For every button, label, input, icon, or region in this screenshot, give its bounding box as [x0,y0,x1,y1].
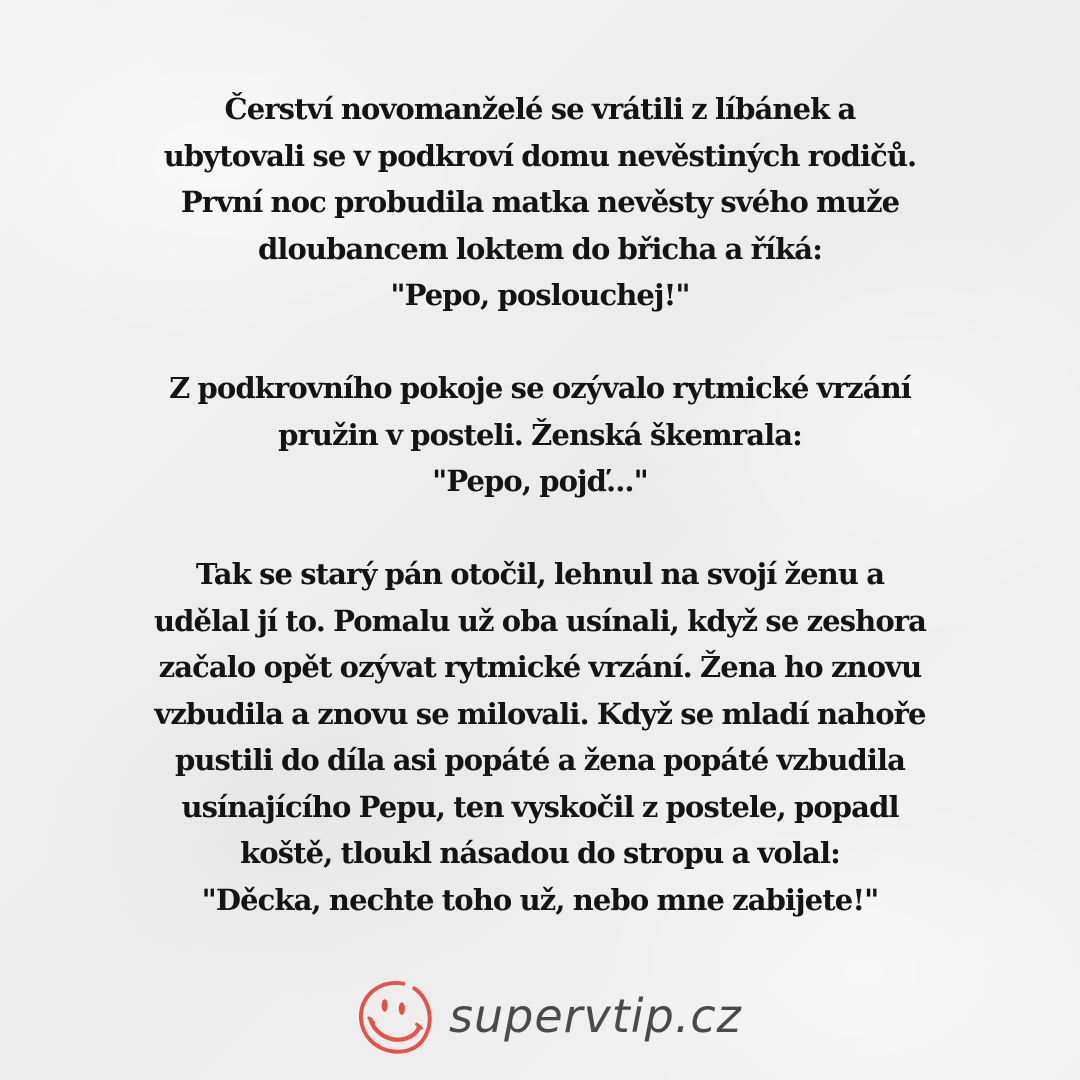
text-line: pustili do díla asi popáté a žena popáté vzbudila [174,743,906,777]
paragraph-3 [0,551,1080,923]
text-line: Tak se starý pán otočil, lehnul na svojí ženu a [195,557,885,591]
text-line: začalo opět ozývat rytmické vrzání. Žena ho znovu [158,650,922,684]
brand-logo [355,978,742,1058]
text-line: dloubancem loktem do břicha a říká: [257,231,823,266]
joke-text [0,86,1080,923]
paragraph-spacer [0,505,1080,552]
text-line: "Pepo, poslouchej!" [390,278,690,312]
text-line: Z podkrovního pokoje se ozývalo rytmické vrzání [169,371,911,405]
paragraph-2 [0,365,1080,505]
text-line: První noc probudila matka nevěsty svého muže [180,185,900,219]
text-line: ubytovali se v podkroví domu nevěstiných rodičů. [163,138,917,173]
text-line: vzbudila a znovu se milovali. Když se mladí nahoře [154,696,926,731]
text-line: usínajícího Pepu, ten vyskočil z postele, popadl [181,789,899,824]
text-line: udělal jí to. Pomalu už oba usínali, když se zeshora [153,603,927,638]
paragraph-1 [0,86,1080,319]
text-line: Čerství novomanželé se vrátili z líbánek a [224,92,856,126]
text-line: pružin v posteli. Ženská škemrala: [278,417,802,452]
smiley-icon [355,979,433,1057]
paragraph-spacer [0,319,1080,366]
brand-name: supervtip.cz [449,989,742,1043]
text-line: "Děcka, nechte toho už, nebo mne zabijete!" [201,882,879,917]
text-line: koště, tloukl násadou do stropu a volal: [240,836,840,870]
text-line: "Pepo, pojď..." [432,464,648,498]
